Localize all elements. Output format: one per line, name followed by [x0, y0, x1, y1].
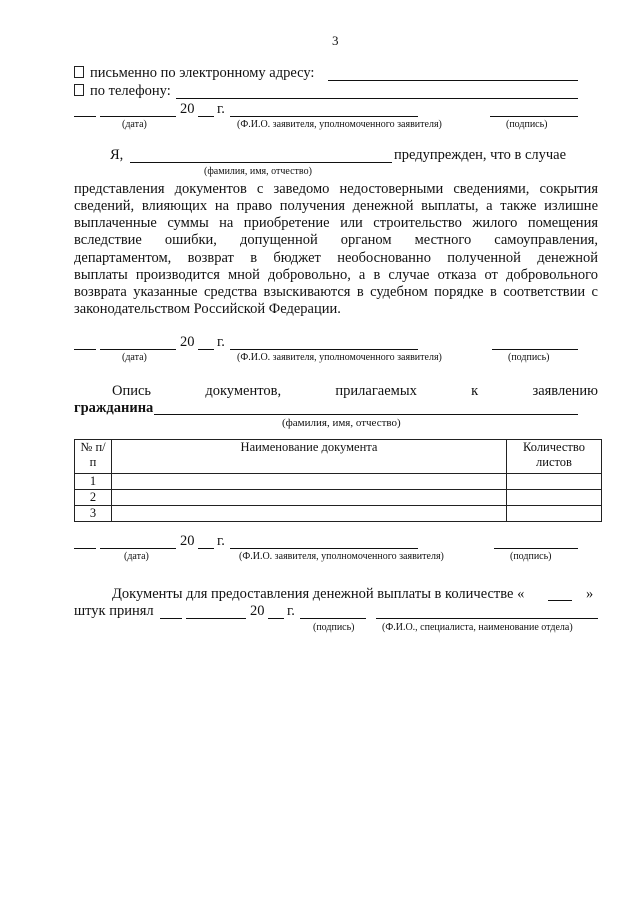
table-row — [75, 490, 602, 506]
phone-blank-line — [176, 98, 578, 99]
year-prefix: 20 — [180, 101, 195, 117]
receipt-sign-caption: (подпись) — [313, 622, 355, 633]
name-caption: (Ф.И.О. заявителя, уполномоченного заявителя) — [237, 119, 442, 130]
email-option — [74, 65, 314, 82]
month-blank — [100, 116, 176, 117]
date-caption: (дата) — [122, 119, 147, 130]
phone-option — [74, 83, 171, 100]
year-blank — [198, 349, 214, 350]
sign-blank — [492, 349, 578, 350]
page-number: 3 — [332, 33, 339, 48]
col-count-header: Количество листов — [507, 440, 602, 474]
receipt-line2: штук принял — [74, 603, 154, 619]
citizen-fio-caption: (фамилия, имя, отчество) — [282, 417, 401, 429]
receipt-sign-blank — [300, 618, 366, 619]
name-blank — [230, 548, 418, 549]
receipt-year-blank — [268, 618, 284, 619]
name-blank — [230, 116, 418, 117]
inventory-title: Опись документов, прилагаемых к заявлению — [112, 383, 598, 399]
receipt-line1: Документы для предоставления денежной выплаты в количестве « — [112, 586, 525, 602]
sign-blank — [494, 548, 578, 549]
row-doc-name[interactable] — [112, 506, 507, 522]
table-row — [75, 474, 602, 490]
year-suffix: г. — [217, 101, 225, 117]
day-blank — [74, 548, 96, 549]
row-doc-name[interactable] — [112, 474, 507, 490]
citizen-fio-blank — [154, 414, 578, 415]
receipt-day-blank — [160, 618, 182, 619]
row-sheet-count[interactable] — [507, 506, 602, 522]
year-blank — [198, 116, 214, 117]
table-row — [75, 506, 602, 522]
row-number: 1 — [75, 474, 112, 490]
sign-caption: (подпись) — [506, 119, 548, 130]
warning-line: выплаты производится мной добровольно, а в случае отказа от добровольного — [74, 267, 598, 283]
receipt-year-suffix: г. — [287, 603, 295, 619]
receipt-name-caption: (Ф.И.О., специалиста, наименование отдела) — [382, 622, 573, 633]
email-blank-line — [328, 80, 578, 81]
fio-caption: (фамилия, имя, отчество) — [204, 166, 312, 177]
checkbox-email[interactable] — [74, 66, 84, 78]
fio-blank — [130, 162, 392, 163]
name-caption: (Ф.И.О. заявителя, уполномоченного заявителя) — [237, 352, 442, 363]
row-doc-name[interactable] — [112, 490, 507, 506]
row-sheet-count[interactable] — [507, 474, 602, 490]
date-caption: (дата) — [124, 551, 149, 562]
warning-line: выплаченные суммы на приобретение или строительство жилого помещения — [74, 215, 598, 231]
warning-lead-end: предупрежден, что в случае — [394, 147, 567, 163]
row-sheet-count[interactable] — [507, 490, 602, 506]
day-blank — [74, 116, 96, 117]
year-suffix: г. — [217, 533, 225, 549]
year-blank — [198, 548, 214, 549]
email-label: письменно по электронному адресу: — [90, 65, 315, 81]
warning-lead: Я, — [110, 147, 124, 163]
sign-blank — [490, 116, 578, 117]
receipt-count-blank — [548, 600, 572, 601]
warning-line: возврата указанные средства взыскиваются в судебном порядке в соответствии с — [74, 284, 598, 300]
month-blank — [100, 349, 176, 350]
day-blank — [74, 349, 96, 350]
warning-line: сведений, влияющих на право получения денежной выплаты, а также излишне — [74, 198, 598, 214]
col-number-header: № п/п — [75, 440, 112, 474]
date-caption: (дата) — [122, 352, 147, 363]
year-prefix: 20 — [180, 334, 195, 350]
citizen-label: гражданина — [74, 400, 154, 416]
year-prefix: 20 — [180, 533, 195, 549]
documents-table — [74, 439, 602, 522]
row-number: 3 — [75, 506, 112, 522]
receipt-name-blank — [376, 618, 598, 619]
col-name-header: Наименование документа — [112, 440, 507, 474]
receipt-month-blank — [186, 618, 246, 619]
warning-line: представления документов с заведомо недостоверными сведениями, сокрытия — [74, 181, 598, 197]
phone-label: по телефону: — [90, 83, 171, 99]
checkbox-phone[interactable] — [74, 84, 84, 96]
year-suffix: г. — [217, 334, 225, 350]
table-header-row — [75, 440, 602, 474]
warning-line: департаментом, возврат в бюджет необоснованно полученной денежной — [74, 250, 598, 266]
sign-caption: (подпись) — [510, 551, 552, 562]
name-caption: (Ф.И.О. заявителя, уполномоченного заявителя) — [239, 551, 444, 562]
sign-caption: (подпись) — [508, 352, 550, 363]
receipt-line1-end: » — [586, 586, 594, 602]
receipt-year-prefix: 20 — [250, 603, 265, 619]
row-number: 2 — [75, 490, 112, 506]
warning-line: вследствие ошибки, допущенной органом местного самоуправления, — [74, 232, 598, 248]
warning-line: законодательством Российской Федерации. — [74, 301, 341, 317]
name-blank — [230, 349, 418, 350]
month-blank — [100, 548, 176, 549]
